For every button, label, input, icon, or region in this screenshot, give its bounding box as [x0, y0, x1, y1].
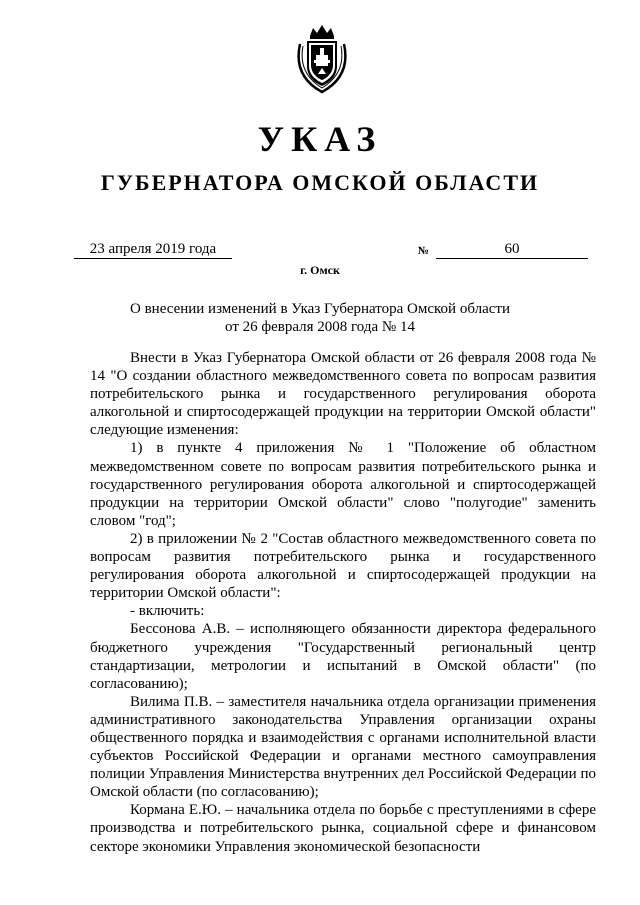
body-paragraph: Кормана Е.Ю. – начальника отдела по борьбе с преступлениями в сфере производства и потребительского рынка, социальной сфере и финансовом секторе экономики Управления экономической безопасности [90, 802, 596, 855]
document-number: 60 [436, 241, 588, 259]
body-paragraph: - включить: [130, 603, 205, 620]
omsk-coat-of-arms-icon [294, 22, 350, 96]
body-paragraph: Бессонова А.В. – исполняющего обязанности директора федерального бюджетного учреждения "Государственный региональный центр стандартизации, метрологии и испытаний в Омской области" (по согласованию); [90, 621, 596, 692]
subject-line-1: О внесении изменений в Указ Губернатора Омской области [130, 301, 510, 317]
body-paragraph: 2) в приложении № 2 "Состав областного межведомственного совета по вопросам развития потребительского рынка и государственного регулирования оборота алкогольной и спиртосодержащей продукции на территории Омской области": [90, 530, 596, 602]
body-paragraph: 1) в пункте 4 приложения № 1 "Положение об областном межведомственном совете по вопросам развития потребительского рынка и государственного регулирования оборота алкогольной и спиртосодержащей продукции на территории Омской области" слово "полугодие" заменить словом "год"; [90, 440, 596, 529]
document-city: г. Омск [300, 263, 340, 277]
subject-line-2: от 26 февраля 2008 года № 14 [225, 319, 415, 335]
document-body [90, 349, 596, 856]
document-date: 23 апреля 2019 года [74, 241, 232, 259]
document-subtitle: ГУБЕРНАТОРА ОМСКОЙ ОБЛАСТИ [100, 170, 540, 195]
document-title: УКАЗ [257, 119, 383, 159]
number-sign: № [418, 245, 430, 257]
document-subject [0, 300, 640, 336]
body-paragraph: Вилима П.В. – заместителя начальника отдела организации применения административного законодательства Управления организации охраны общественного порядка и взаимодействия с органами исполнительной власти субъектов Российской Федерации и органами местного самоуправления полиции Управления Министерства внутренних дел Российской Федерации по Омской области (по согласованию); [90, 693, 596, 801]
body-paragraph: Внести в Указ Губернатора Омской области от 26 февраля 2008 года № 14 "О создании областного межведомственного совета по вопросам развития потребительского рынка и государственного регулирования оборота алкогольной и спиртосодержащей продукции на территории Омской области" следующие изменения: [90, 350, 596, 439]
